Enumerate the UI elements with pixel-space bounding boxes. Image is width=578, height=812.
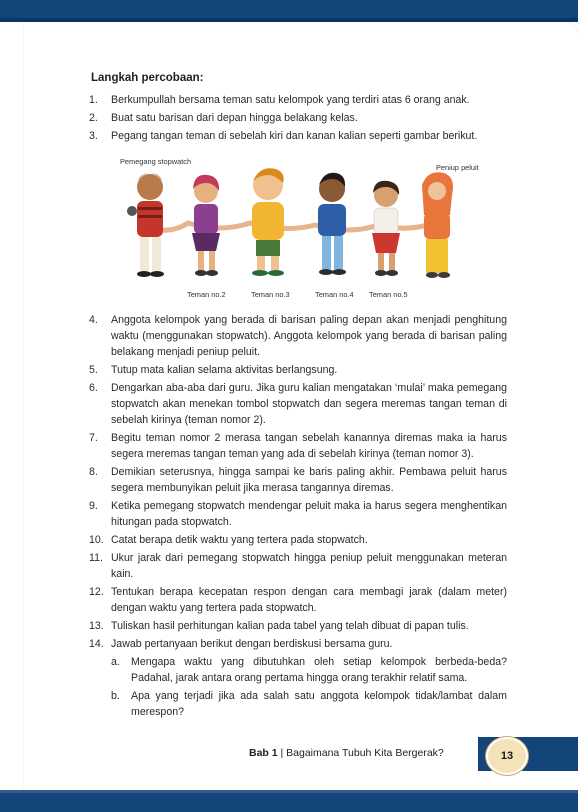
step-number: 9. [89, 500, 98, 512]
child-2 [192, 175, 220, 276]
footer-title: Bagaimana Tubuh Kita Bergerak? [286, 747, 444, 759]
bottom-band [0, 790, 578, 812]
sub-question-text: Apa yang terjadi jika ada salah satu anggota kelompok tidak/lambat dalam merespon? [131, 690, 507, 718]
step-item [89, 380, 507, 428]
child-5 [372, 181, 400, 276]
bottom-band-highlight [0, 790, 578, 793]
step-number: 3. [89, 130, 98, 142]
caption-friend-3: Teman no.3 [251, 290, 290, 299]
step-item [89, 498, 507, 530]
step-item [89, 92, 507, 108]
step-text: Dengarkan aba-aba dari guru. Jika guru kalian mengatakan ‘mulai’ maka pemegang stopwatch akan menekan tombol stopwatch dan segera meremas tangan teman di sebelah kirinya (teman nomor 2). [111, 382, 507, 426]
caption-friend-5: Teman no.5 [369, 290, 408, 299]
step-item [89, 430, 507, 462]
children-holding-hands-image [110, 155, 490, 305]
step-number: 8. [89, 466, 98, 478]
footer-chapter-title [249, 747, 444, 759]
label-stopwatch-holder: Pemegang stopwatch [120, 157, 192, 166]
step-text: Demikian seterusnya, hingga sampai ke baris paling akhir. Pembawa peluit harus segera membunyikan peluit jika merasa tangannya diremas. [111, 466, 507, 494]
step-text: Buat satu barisan dari depan hingga belakang kelas. [111, 112, 358, 124]
step-text: Pegang tangan teman di sebelah kiri dan kanan kalian seperti gambar berikut. [111, 130, 478, 142]
step-number: 2. [89, 112, 98, 124]
step-text: Begitu teman nomor 2 merasa tangan sebelah kanannya diremas maka ia harus segera meremas tangan teman yang ada di sebelah kirinya (teman nomor 3). [111, 432, 507, 460]
step-item [89, 312, 507, 360]
step-item [89, 464, 507, 496]
step-item [89, 636, 507, 652]
step-text: Ukur jarak dari pemegang stopwatch hingga peniup peluit menggunakan meteran kain. [111, 552, 507, 580]
step-number: 11. [89, 552, 103, 564]
steps-list-top [89, 92, 507, 146]
step-number: 10. [89, 534, 104, 546]
step-text: Tutup mata kalian selama aktivitas berlangsung. [111, 364, 338, 376]
step-item [89, 618, 507, 634]
child-3 [252, 168, 284, 276]
step-text: Berkumpullah bersama teman satu kelompok yang terdiri atas 6 orang anak. [111, 94, 470, 106]
label-whistle-blower: Peniup peluit [436, 163, 479, 172]
sub-question-letter: a. [111, 656, 120, 668]
section-heading: Langkah percobaan: [91, 72, 204, 84]
page-number: 13 [486, 737, 528, 775]
sub-question-item [111, 688, 507, 720]
step-text: Anggota kelompok yang berada di barisan paling depan akan menjadi penghitung waktu (menggunakan stopwatch). Anggota kelompok yang berada di barisan paling belakang menjadi peniup peluit. [111, 314, 507, 358]
step-text: Catat berapa detik waktu yang tertera pada stopwatch. [111, 534, 368, 546]
footer-chapter: Bab 1 [249, 747, 278, 759]
children-illustration [110, 155, 490, 305]
step-text: Ketika pemegang stopwatch mendengar peluit maka ia harus segera menghentikan hitungan pada stopwatch. [111, 500, 507, 528]
step-text: Tuliskan hasil perhitungan kalian pada tabel yang telah dibuat di papan tulis. [111, 620, 469, 632]
child-6 [422, 172, 453, 278]
step-item [89, 584, 507, 616]
step-number: 13. [89, 620, 104, 632]
steps-list-bottom [89, 312, 507, 722]
footer-separator: | [277, 747, 287, 759]
step-number: 6. [89, 382, 98, 394]
step-number: 4. [89, 314, 98, 326]
caption-friend-4: Teman no.4 [315, 290, 354, 299]
step-number: 7. [89, 432, 98, 444]
step-text: Tentukan berapa kecepatan respon dengan cara membagi jarak (dalam meter) dengan waktu yang tertera pada stopwatch. [111, 586, 507, 614]
step-text: Jawab pertanyaan berikut dengan berdiskusi bersama guru. [111, 638, 393, 650]
caption-friend-2: Teman no.2 [187, 290, 226, 299]
sub-question-letter: b. [111, 690, 120, 702]
step-item [89, 550, 507, 582]
step-number: 1. [89, 94, 98, 106]
sub-question-text: Mengapa waktu yang dibutuhkan oleh setiap kelompok berbeda-beda? Padahal, jarak antara orang pertama hingga orang terakhir relatif sama. [131, 656, 507, 684]
child-1 [127, 173, 164, 277]
child-4 [318, 173, 346, 275]
sub-question-item [111, 654, 507, 686]
step-item [89, 532, 507, 548]
step-item [89, 362, 507, 378]
step-number: 14. [89, 638, 104, 650]
step-item [89, 110, 507, 126]
step-item [89, 128, 507, 144]
step-number: 12. [89, 586, 104, 598]
step-number: 5. [89, 364, 98, 376]
